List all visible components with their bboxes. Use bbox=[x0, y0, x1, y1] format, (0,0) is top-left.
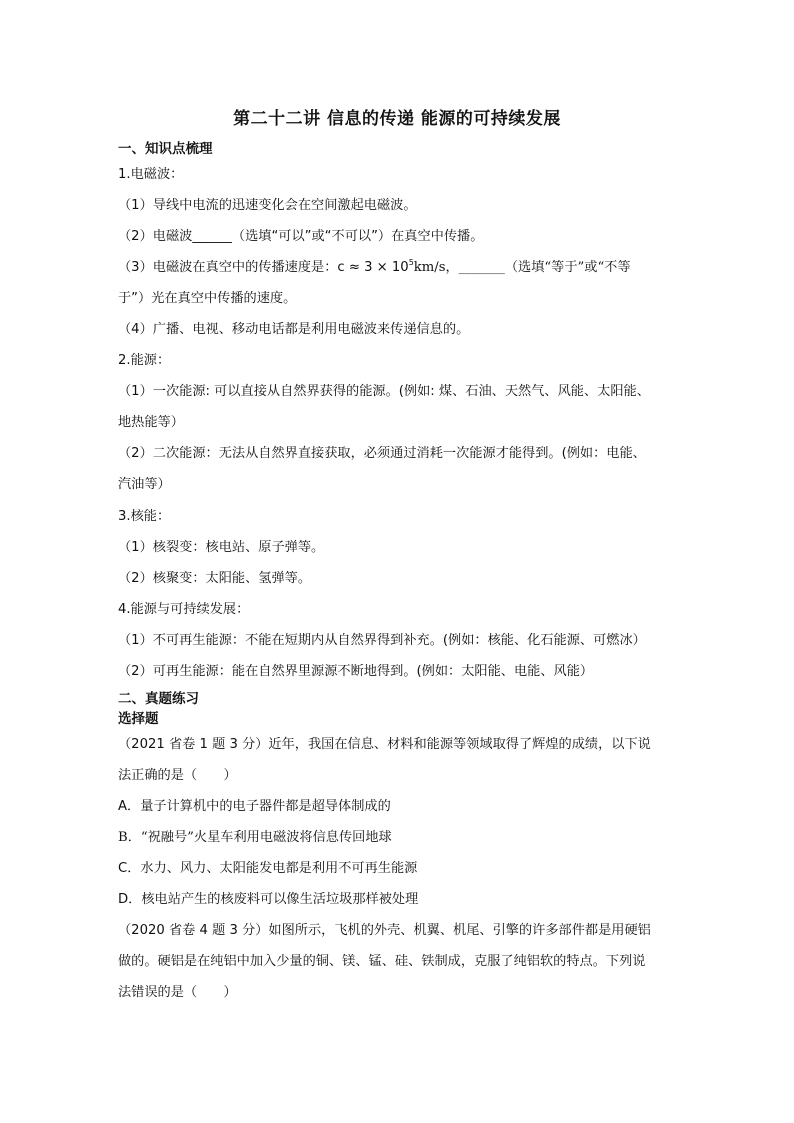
topic-title-electromagnetic-wave: 1.电磁波： bbox=[118, 167, 184, 182]
topic-item-continuation: 于”）光在真空中传播的速度。 bbox=[118, 291, 297, 306]
topic-item: （2）电磁波______（选填“可以”或“不可以”）在真空中传播。 bbox=[118, 229, 484, 244]
question-2-stem: （2020 省卷 4 题 3 分）如图所示，飞机的外壳、机翼、机尾、引擎的许多部件都是用硬铝 bbox=[118, 923, 651, 938]
question-1-stem-continuation: 法正确的是（ ） bbox=[118, 768, 237, 783]
section-heading-exercises: 二、真题练习 bbox=[118, 691, 199, 707]
subheading-multiple-choice: 选择题 bbox=[118, 711, 159, 727]
topic-item-continuation: 汽油等） bbox=[118, 477, 171, 492]
question-1-stem: （2021 省卷 1 题 3 分）近年，我国在信息、材料和能源等领域取得了辉煌的成绩，以下说 bbox=[118, 737, 651, 752]
question-2-stem-continuation: 做的。硬铝是在纯铝中加入少量的铜、镁、锰、硅、铁制成，克服了纯铝软的特点。下列说 bbox=[118, 954, 646, 969]
topic-item: （4）广播、电视、移动电话都是利用电磁波来传递信息的。 bbox=[118, 322, 470, 337]
topic-item: （1）导线中电流的迅速变化会在空间激起电磁波。 bbox=[118, 198, 417, 213]
question-1-option-b: B．“祝融号”火星车利用电磁波将信息传回地球 bbox=[118, 830, 392, 845]
topic-item: （2）可再生能源：能在自然界里源源不断地得到。(例如：太阳能、电能、风能） bbox=[118, 664, 594, 679]
topic-item-speed bbox=[118, 259, 684, 277]
topic-item: （1）一次能源: 可以直接从自然界获得的能源。(例如: 煤、石油、天然气、风能、太阳能、 bbox=[118, 384, 650, 399]
topic-title-sustainability: 4.能源与可持续发展： bbox=[118, 602, 250, 617]
topic-item: （2）二次能源：无法从自然界直接获取，必须通过消耗一次能源才能得到。(例如：电能、 bbox=[118, 446, 646, 461]
question-1-option-a: A．量子计算机中的电子器件都是超导体制成的 bbox=[118, 799, 391, 814]
speed-text-pre: （3）电磁波在真空中的传播速度是：c ≈ 3 × 10 bbox=[118, 260, 409, 275]
topic-item: （2）核聚变：太阳能、氢弹等。 bbox=[118, 571, 312, 586]
speed-text-post: km/s，_______（选填“等于”或“不等 bbox=[413, 260, 631, 275]
speed-exponent: 5 bbox=[408, 258, 414, 267]
question-1-option-c: C．水力、风力、太阳能发电都是利用不可再生能源 bbox=[118, 861, 418, 876]
page-title: 第二十二讲 信息的传递 能源的可持续发展 bbox=[233, 109, 561, 129]
question-2-stem-continuation: 法错误的是（ ） bbox=[118, 985, 237, 1000]
topic-item: （1）不可再生能源：不能在短期内从自然界得到补充。(例如：核能、化石能源、可燃冰） bbox=[118, 633, 646, 648]
section-heading-knowledge: 一、知识点梳理 bbox=[118, 141, 213, 157]
topic-item-continuation: 地热能等） bbox=[118, 415, 184, 430]
topic-item: （1）核裂变：核电站、原子弹等。 bbox=[118, 540, 325, 555]
question-1-option-d: D．核电站产生的核废料可以像生活垃圾那样被处理 bbox=[118, 892, 419, 907]
topic-title-energy: 2.能源： bbox=[118, 353, 171, 368]
topic-title-nuclear: 3.核能： bbox=[118, 509, 171, 524]
